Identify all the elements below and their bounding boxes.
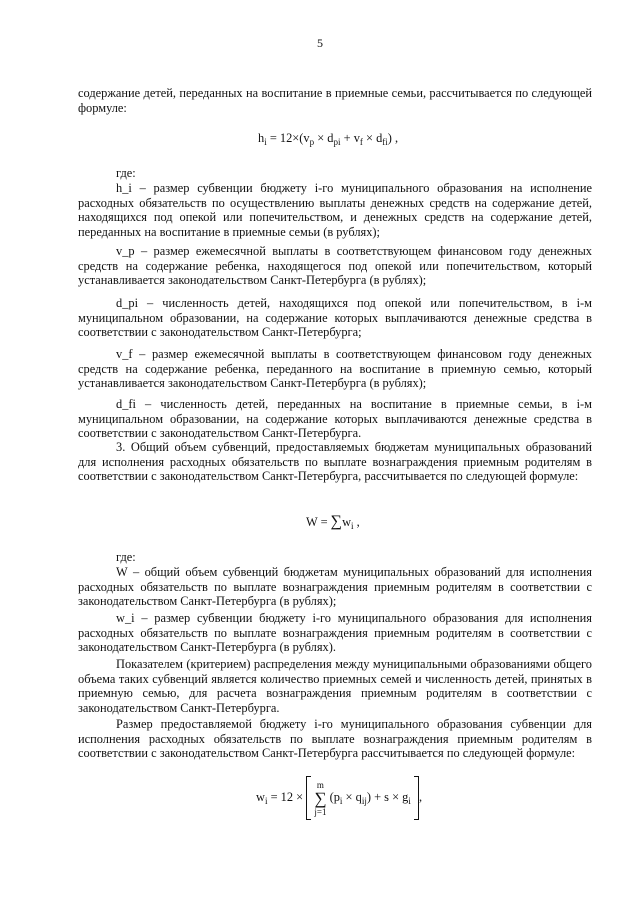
where-label-2: где: — [116, 550, 136, 564]
paragraph-3: 3. Общий объем субвенций, предоставляемых бюджетам муниципальных образований для исполнения расходных обязательств по выплате вознаграждения приемным родителям в соответствии с законодательством Санкт-Петербурга, рассчитывается по следующей формуле: — [78, 440, 592, 484]
definition-vf: v_f – размер ежемесячной выплаты в соответствующем финансовом году денежных средств на содержание ребенка, переданного на воспитание в приемную семью, который устанавливается законодательством Санкт-Петербурга (в рублях); — [78, 347, 592, 391]
paragraph-size: Размер предоставляемой бюджету i-го муниципального образования субвенции для исполнения расходных обязательств по выплате вознаграждения приемным родителям в соответствии с законодательством Санкт-Петербурга рассчитывается по следующей формуле: — [78, 717, 592, 761]
definition-dpi: d_pi – численность детей, находящихся под опекой или попечительством, в i-м муниципальном образовании, на содержание которых выплачиваются денежные средства в соответствии с законодательством Санкт-Петербурга; — [78, 296, 592, 340]
left-bracket — [306, 776, 311, 820]
sum-operator: m ∑ j=1 — [314, 779, 327, 817]
where-label-1: где: — [116, 166, 136, 180]
definition-W: W – общий объем субвенций бюджетам муниципальных образований для исполнения расходных обязательств по выплате вознаграждения приемным родителям в соответствии с законодательством Санкт-Петербурга (в рублях); — [78, 565, 592, 609]
formula-h: $h_i = 12\times(v_p \times d_{pi} + v_f \times d_{fi})$ , — [258, 131, 399, 147]
paragraph-intro: содержание детей, переданных на воспитание в приемные семьи, рассчитывается по следующей формуле: — [78, 86, 592, 115]
definition-dfi: d_fi – численность детей, переданных на воспитание в приемные семьи, в i-м муниципальном образовании, на содержание которых выплачиваются денежные средства в соответствии с законодательством Санкт-Петербурга. — [78, 397, 592, 441]
formula-wi: $w_i = 12 \times m$ ∑ j=1 $(p_i \times q_{ij}) + s \times g_i$ , — [256, 776, 422, 820]
page-number: 5 — [317, 36, 323, 50]
definition-wi: w_i – размер субвенции бюджету i-го муниципального образования для исполнения расходных обязательств по выплате вознаграждения приемным родителям в соответствии с законодательством Санкт-Петербурга (в рублях). — [78, 611, 592, 655]
paragraph-criterion: Показателем (критерием) распределения между муниципальными образованиями общего объема таких субвенций является количество приемных семей и численность детей, принятых в приемную семью, для расчета вознаграждения приемным родителям в соответствии с законодательством Санкт-Петербурга. — [78, 657, 592, 715]
formula-W: $W = \sum w_i$ , — [306, 513, 360, 531]
definition-h: h_i – размер субвенции бюджету i-го муниципального образования на исполнение расходных обязательств по осуществлению выплаты денежных средств на содержание детей, находящихся под опекой или попечительством, и денежных средств на содержание детей, переданных на воспитание в приемные семьи (в рублях); — [78, 181, 592, 239]
definition-vp: v_p – размер ежемесячной выплаты в соответствующем финансовом году денежных средств на содержание ребенка, находящегося под опекой или попечительством, который устанавливается законодательством Санкт-Петербурга (в рублях); — [78, 244, 592, 288]
